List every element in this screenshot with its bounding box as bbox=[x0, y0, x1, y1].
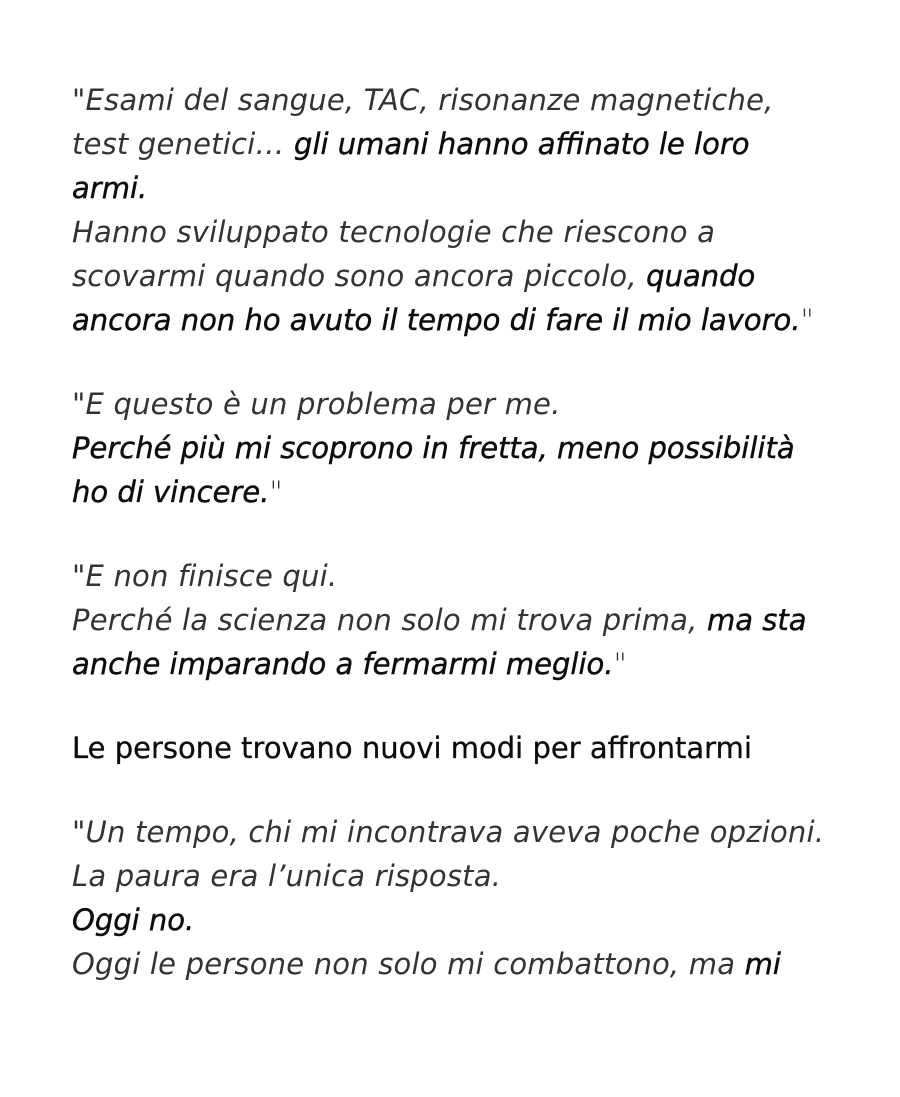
closing-quote: " bbox=[613, 647, 627, 681]
body-text: "E questo è un problema per me. bbox=[72, 387, 561, 421]
emphasized-text: ancora non ho avuto il tempo di fare il mio lavoro. bbox=[72, 303, 801, 337]
closing-quote: " bbox=[800, 303, 814, 337]
quote-paragraph bbox=[72, 78, 840, 342]
final-paragraph bbox=[72, 810, 840, 986]
quote-paragraph bbox=[72, 382, 840, 514]
text-line bbox=[72, 122, 840, 166]
text-line bbox=[72, 382, 840, 426]
body-text: "E non finisce qui. bbox=[72, 559, 338, 593]
text-line bbox=[72, 554, 840, 598]
text-line bbox=[72, 854, 840, 898]
emphasized-text: Oggi no. bbox=[72, 903, 195, 937]
emphasized-text: ma sta bbox=[706, 603, 807, 637]
emphasized-text: ho di vincere. bbox=[72, 475, 270, 509]
closing-quote: " bbox=[269, 475, 283, 509]
body-text: Hanno sviluppato tecnologie che riescono a bbox=[72, 215, 716, 249]
text-line bbox=[72, 598, 840, 642]
text-line bbox=[72, 210, 840, 254]
quote-paragraph bbox=[72, 810, 840, 986]
body-text: Perché la scienza non solo mi trova prima, bbox=[72, 603, 707, 637]
body-text: "Un tempo, chi mi incontrava aveva poche opzioni. bbox=[72, 815, 825, 849]
text-line bbox=[72, 78, 840, 122]
body-text: scovarmi quando sono ancora piccolo, bbox=[72, 259, 647, 293]
body-text: test genetici… bbox=[72, 127, 295, 161]
body-text: Oggi le persone non solo mi combattono, ma bbox=[72, 947, 745, 981]
emphasized-text: Perché più mi scoprono in fretta, meno possibilità bbox=[72, 431, 795, 465]
text-line bbox=[72, 298, 840, 342]
text-line bbox=[72, 810, 840, 854]
section-heading: Le persone trovano nuovi modi per affrontarmi bbox=[72, 731, 752, 765]
body-text: La paura era l’unica risposta. bbox=[72, 859, 502, 893]
text-line bbox=[72, 470, 840, 514]
text-line bbox=[72, 254, 840, 298]
emphasized-text: armi. bbox=[72, 171, 148, 205]
paragraph-group bbox=[72, 78, 840, 686]
quote-paragraph bbox=[72, 554, 840, 686]
text-line bbox=[72, 898, 840, 942]
emphasized-text: anche imparando a fermarmi meglio. bbox=[72, 647, 614, 681]
emphasized-text: quando bbox=[646, 259, 756, 293]
text-line bbox=[72, 426, 840, 470]
emphasized-text: mi bbox=[744, 947, 781, 981]
emphasized-text: gli umani hanno affinato le loro bbox=[294, 127, 750, 161]
text-line bbox=[72, 942, 840, 986]
text-line bbox=[72, 642, 840, 686]
text-line bbox=[72, 166, 840, 210]
body-text: "Esami del sangue, TAC, risonanze magnetiche, bbox=[72, 83, 774, 117]
